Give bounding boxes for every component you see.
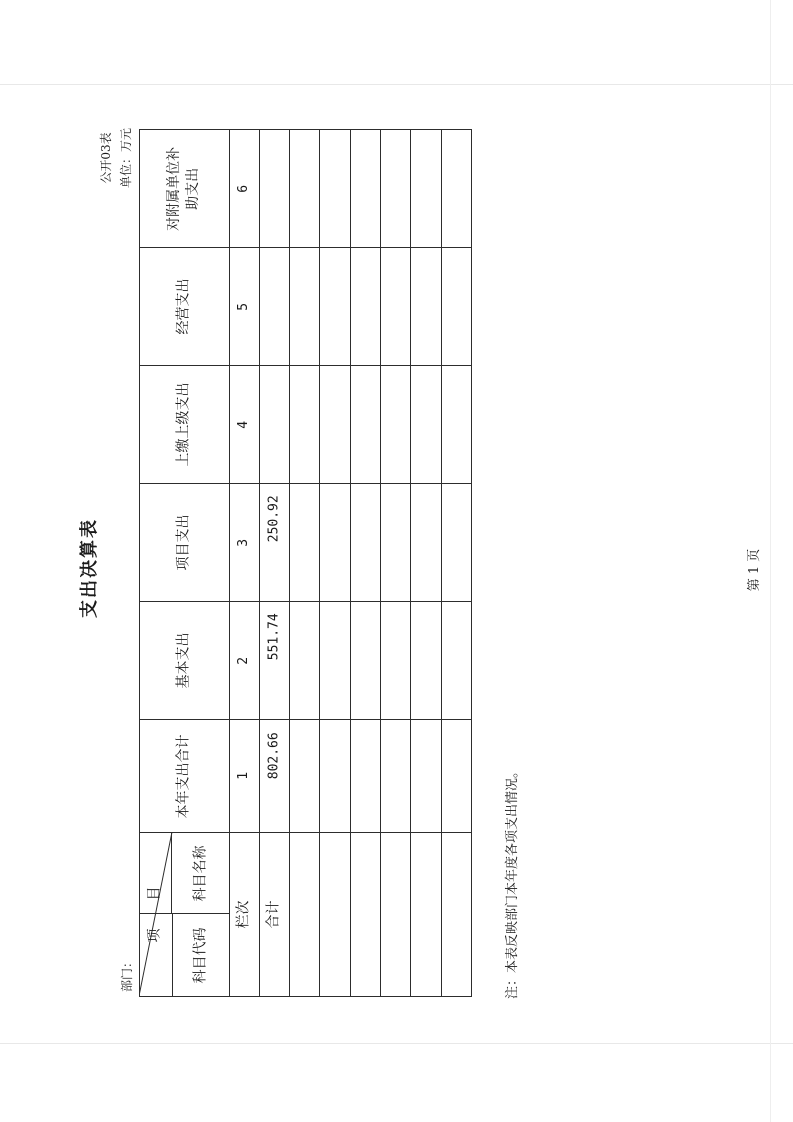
header-subject-code: 科目代码	[192, 926, 209, 983]
header-item: 项 目	[146, 886, 163, 943]
header-col-remit-superior: 上缴上级支出	[175, 382, 192, 467]
scan-edge	[770, 0, 771, 1122]
row-total-label: 合计	[265, 900, 282, 929]
column-number-5: 5	[236, 302, 252, 311]
header-col-subsidiary-subsidy: 对附属单位补助支出	[166, 146, 201, 231]
total-value-col-3: 250.92	[266, 495, 282, 543]
header-col-operating-expenditure: 经营支出	[175, 278, 192, 335]
column-number-3: 3	[236, 538, 252, 547]
unit-label: 单位：万元	[119, 127, 133, 188]
total-value-col-1: 802.66	[266, 732, 282, 780]
header-col-project-expenditure: 项目支出	[175, 514, 192, 571]
column-number-1: 1	[236, 772, 252, 780]
total-value-col-2: 551.74	[266, 613, 282, 661]
scan-line-top	[0, 84, 793, 85]
header-col-total-expenditure: 本年支出合计	[175, 733, 192, 818]
scan-line-bottom	[0, 1043, 793, 1044]
form-code: 公开03表	[99, 132, 113, 184]
column-number-4: 4	[236, 420, 252, 429]
page-title: 支出决算表	[79, 518, 100, 618]
department-label: 部门：	[120, 956, 134, 993]
table-note: 注：本表反映部门本年度各项支出情况。	[505, 764, 520, 999]
page-number: 第 1 页	[747, 548, 762, 592]
row-column-numbers-label: 栏次	[235, 900, 252, 929]
header-col-basic-expenditure: 基本支出	[175, 632, 192, 689]
column-number-2: 2	[236, 656, 252, 665]
header-subject-name: 科目名称	[192, 844, 209, 901]
column-number-6: 6	[236, 184, 252, 193]
